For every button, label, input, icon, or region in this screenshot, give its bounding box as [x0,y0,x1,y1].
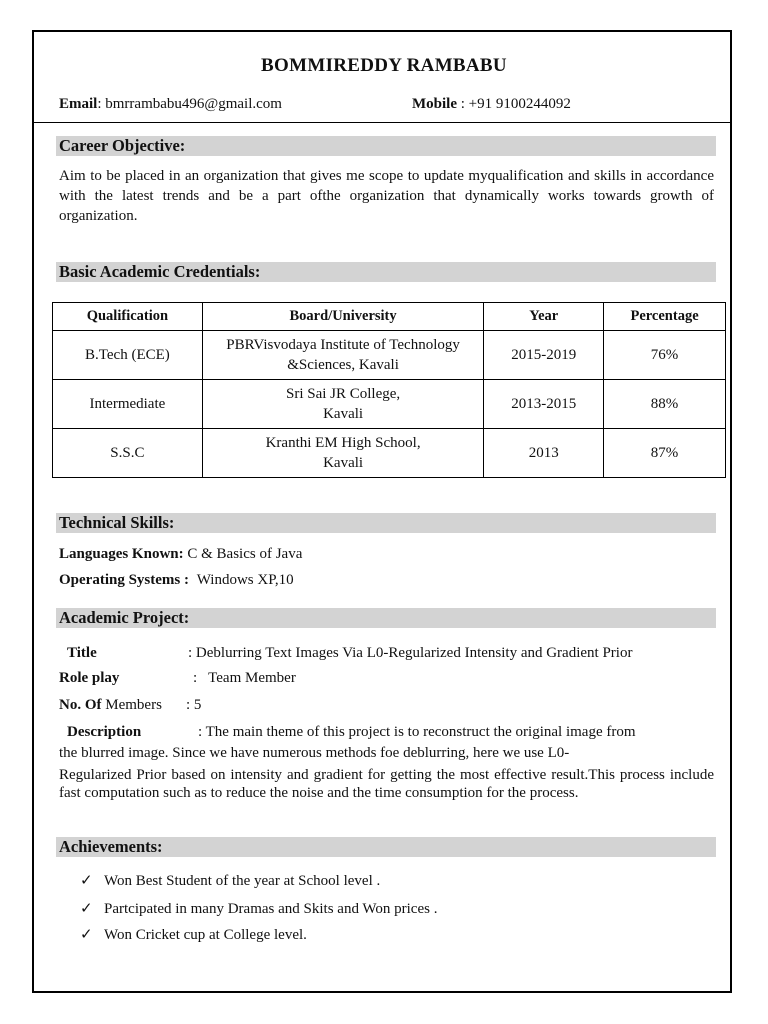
email-label: Email [59,96,98,112]
cell-year: 2013 [484,429,604,478]
description-first-line: : The main theme of this project is to reconstruct the original image from [198,724,636,740]
header-divider [33,122,731,123]
board-line: Kranthi EM High School, [265,435,421,451]
table-row [53,331,726,380]
career-objective-text: Aim to be placed in an organization that gives me scope to update myqualification and skills in accordance with the latest trends and be a part ofthe organization that dynamically works towards growth of organization. [59,168,714,224]
project-title-label: Title [67,645,97,661]
list-item [80,899,437,918]
check-icon: ✓ [80,901,93,917]
members-value: : 5 [186,697,202,713]
description-label: Description [67,724,142,740]
cell-board [202,380,484,429]
table-header-row [53,303,726,331]
os-label: Operating Systems : [59,572,189,588]
check-icon: ✓ [80,873,93,889]
list-item [80,871,380,890]
cell-year: 2015-2019 [484,331,604,380]
cell-qualification: Intermediate [53,380,203,429]
section-academic-project: Academic Project: [56,608,716,628]
members-label: No. Of [59,697,102,713]
languages-value: C & Basics of Java [187,546,303,562]
description-text: Regularized Prior based on intensity and gradient for getting the most effective result.This process include fast computation such as to reduce the noise and the time consumption for the process. [59,767,714,801]
members-word: Members [105,697,162,713]
list-item [80,925,307,944]
description-second-line: the blurred image. Since we have numerous methods foe deblurring, here we use L0- [59,745,570,761]
header-qualification: Qualification [53,303,203,331]
header-board: Board/University [202,303,484,331]
mobile-line [412,96,571,113]
check-icon: ✓ [80,927,93,943]
section-career-objective: Career Objective: [56,136,716,156]
board-line: Kavali [323,455,364,471]
languages-line [59,546,302,563]
mobile-label: Mobile [412,96,457,112]
achievement-text: Won Cricket cup at College level. [104,927,307,943]
board-line: PBRVisvodaya Institute of Technology [226,337,460,353]
project-title-value: : Deblurring Text Images Via L0-Regularized Intensity and Gradient Prior [188,645,633,661]
os-value: Windows XP,10 [196,572,294,588]
section-achievements: Achievements: [56,837,716,857]
cell-board [202,331,484,380]
email-line [59,96,282,113]
cell-qualification: S.S.C [53,429,203,478]
cell-percentage: 88% [604,380,726,429]
os-line [59,572,294,589]
mobile-value: : +91 9100244092 [457,96,571,112]
cell-qualification: B.Tech (ECE) [53,331,203,380]
board-line: &Sciences, Kavali [287,357,399,373]
section-academic-credentials: Basic Academic Credentials: [56,262,716,282]
cell-board [202,429,484,478]
achievement-text: Won Best Student of the year at School level . [104,873,381,889]
role-label: Role play [59,670,120,686]
languages-label: Languages Known: [59,546,184,562]
email-value: : bmrrambabu496@gmail.com [97,96,282,112]
table-row [53,429,726,478]
board-line: Kavali [323,406,364,422]
academic-table [52,302,726,478]
role-value: : Team Member [193,670,296,686]
achievement-text: Partcipated in many Dramas and Skits and Won prices . [104,901,438,917]
table-row [53,380,726,429]
candidate-name: BOMMIREDDY RAMBABU [261,55,507,76]
board-line: Sri Sai JR College, [285,386,401,402]
cell-percentage: 87% [604,429,726,478]
members-line [59,697,162,714]
cell-year: 2013-2015 [484,380,604,429]
cell-percentage: 76% [604,331,726,380]
header-percentage: Percentage [604,303,726,331]
header-year: Year [484,303,604,331]
section-technical-skills: Technical Skills: [56,513,716,533]
